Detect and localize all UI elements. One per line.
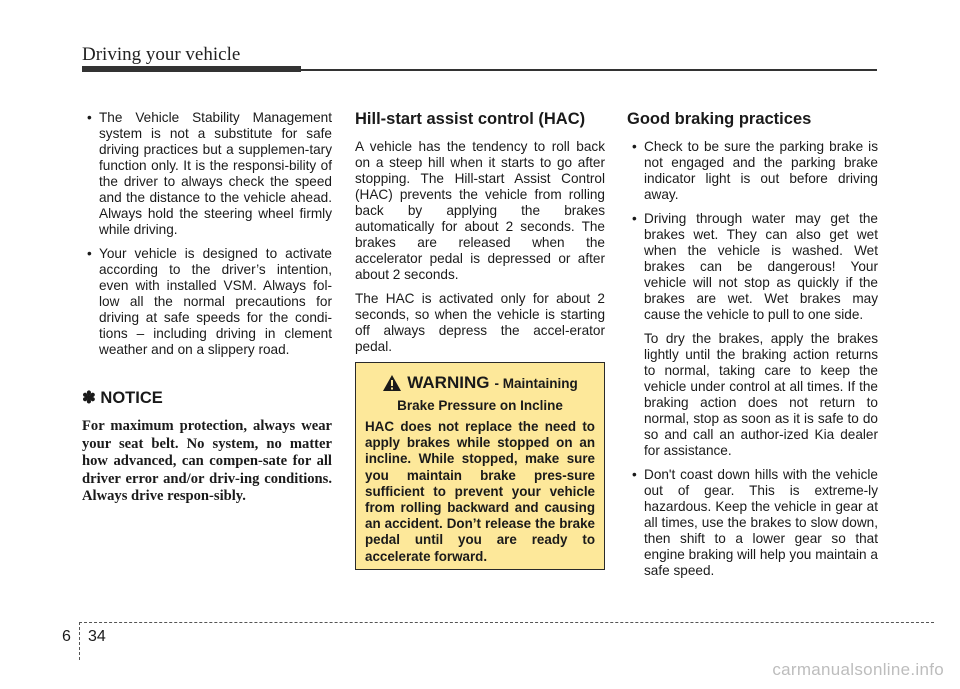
hac-section-title: Hill-start assist control (HAC)	[355, 110, 586, 128]
chapter-number: 6	[62, 628, 71, 645]
column-right	[627, 110, 878, 587]
hac-paragraph: A vehicle has the tendency to roll back on a steep hill when it starts to go after stopping. The Hill-start Assist Control (HAC) prevents the vehicle from rolling back by applying the brakes automatically for about 2 seconds. The brakes are released when the accelerator pedal is depressed or after about 2 seconds.	[355, 139, 605, 282]
list-item	[627, 467, 878, 579]
header-rule-thick	[82, 66, 301, 72]
list-item-continuation: To dry the brakes, apply the brakes lightly until the braking action returns to normal, taking care to keep the vehicle under control at all times. If the braking action does not return to normal, stop as soon as it is safe to do so and call an author-ized Kia dealer for assistance.	[644, 331, 878, 458]
watermark: carmanualsonline.info	[772, 660, 944, 679]
list-item: • The Vehicle Stability Management system is not a substitute for safe driving practices but a supplemen-tary function only. It is the responsi-bility of the driver to always check the speed and the distance to the vehicle ahead. Always hold the steering wheel firmly while driving.	[82, 110, 332, 238]
warning-subtitle: - Maintaining	[494, 375, 578, 391]
vsm-bullet-list	[82, 110, 332, 358]
warning-word: WARNING	[407, 373, 490, 392]
braking-bullet-list	[627, 139, 878, 579]
braking-section-title: Good braking practices	[627, 110, 812, 128]
warning-heading	[365, 373, 595, 413]
list-item-text: Don't coast down hills with the vehicle out of gear. This is extreme-ly hazardous. Keep the vehicle in gear at all times, use the brakes to slow down, then shift to a lower gear so that engine braking will help you maintain a safe speed.	[644, 467, 878, 578]
header-rule-thin	[301, 69, 877, 71]
footer-divider	[79, 622, 80, 660]
list-item	[627, 211, 878, 459]
list-item-text: Check to be sure the parking brake is not engaged and the parking brake indicator light is out before driving away.	[644, 139, 878, 202]
warning-body: HAC does not replace the need to apply brakes while stopped on an incline. While stopped, make sure you maintain brake pres-sure sufficient to prevent your vehicle from rolling backward and causing an accident. Don’t release the brake pedal until you are ready to accelerate forward.	[365, 419, 595, 564]
notice-title: ✽ NOTICE	[82, 389, 163, 407]
warning-subtitle-line2: Brake Pressure on Incline	[397, 398, 563, 413]
footer-rule	[79, 622, 934, 623]
column-middle	[355, 110, 605, 363]
list-item: • Your vehicle is designed to activate according to the driver’s intention, even with installed VSM. Always fol-low all the normal precautions for driving at safe speeds for the condi-tions – including driving in clement weather and on a slippery road.	[82, 246, 332, 358]
column-left	[82, 110, 332, 506]
page-header-title: Driving your vehicle	[82, 44, 241, 65]
warning-triangle-icon	[382, 374, 402, 392]
list-item-text: Driving through water may get the brakes wet. They can also get wet when the vehicle is washed. Wet brakes can be dangerous! Your vehicle will not stop as quickly if the brakes are wet. Wet brakes may cause the vehicle to pull to one side.	[644, 211, 878, 322]
warning-box	[355, 362, 605, 570]
notice-text: For maximum protection, always wear your seat belt. No system, no matter how advanced, can compen-sate for all driver error and/or driv-ing conditions. Always drive respon-sibly.	[82, 418, 332, 504]
page-number: 34	[88, 628, 106, 645]
hac-paragraph: The HAC is activated only for about 2 seconds, so when the vehicle is starting off always depress the accel-erator pedal.	[355, 291, 605, 354]
list-item	[627, 139, 878, 203]
